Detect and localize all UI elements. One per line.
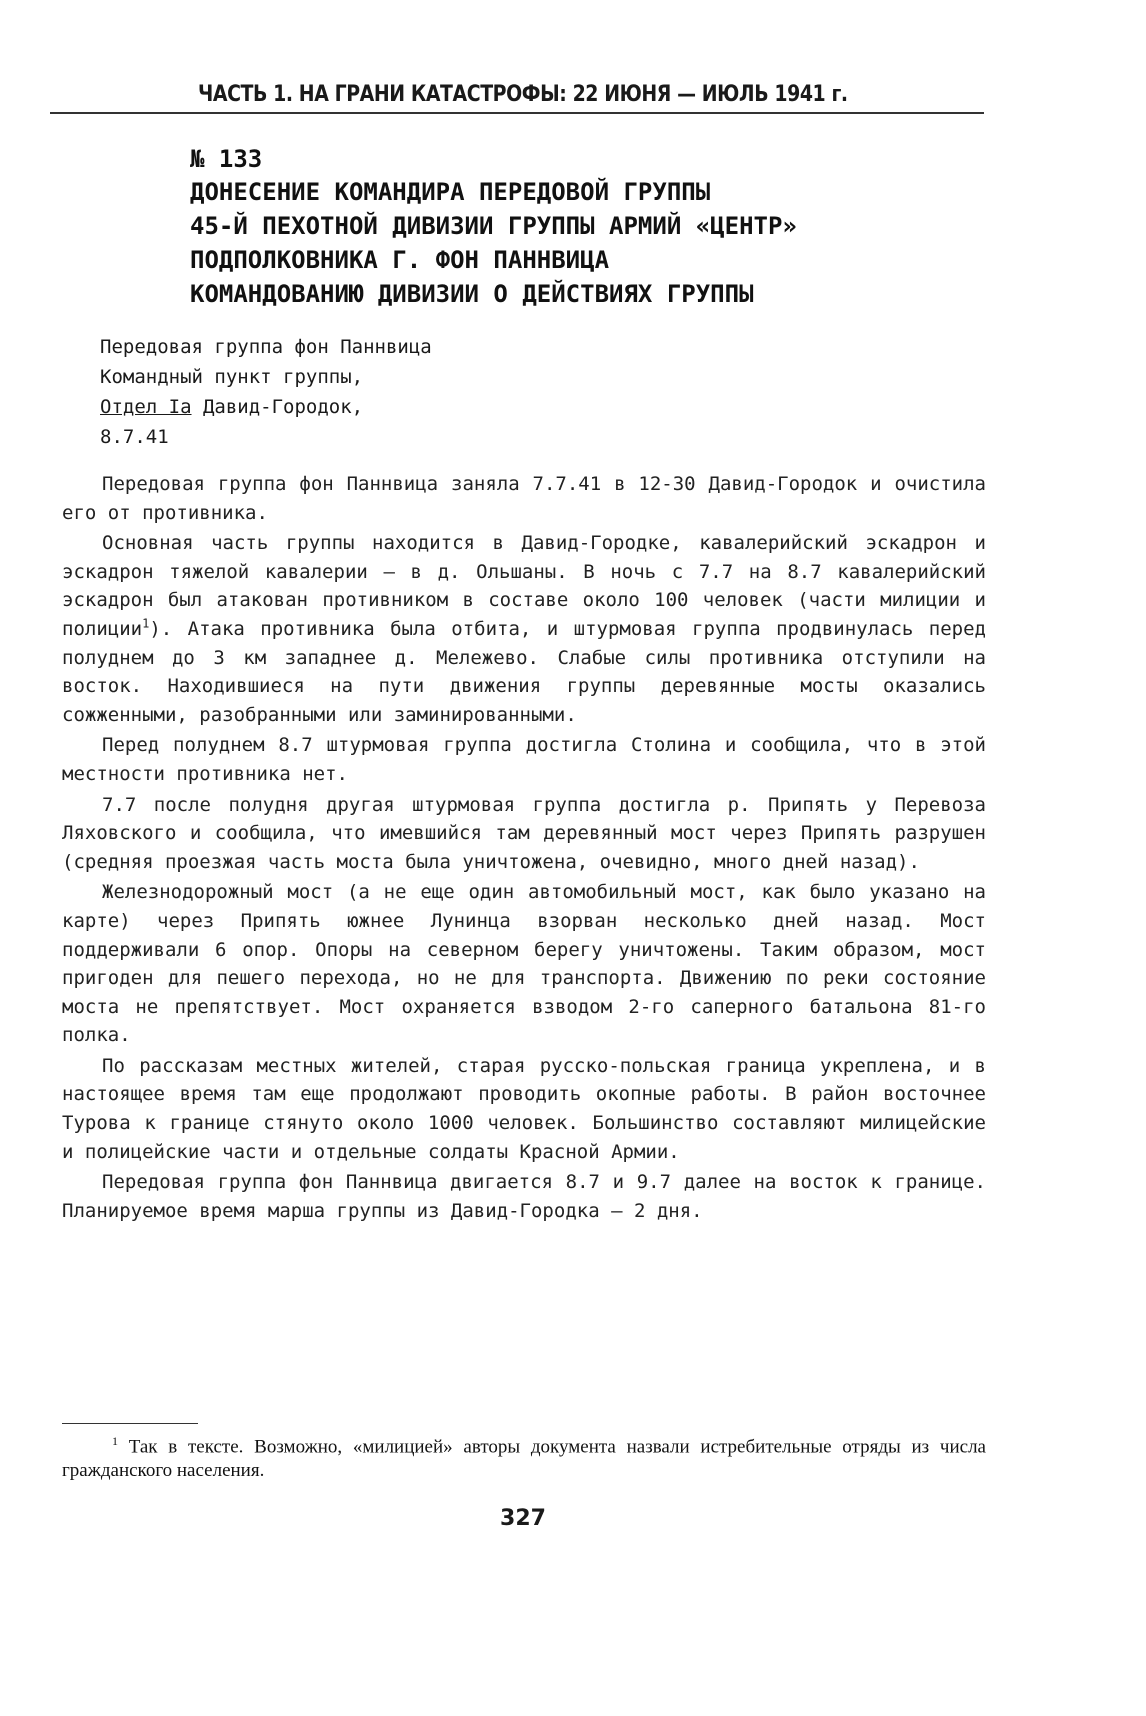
footnote bbox=[62, 1429, 986, 1483]
footnote-number: 1 bbox=[112, 1434, 118, 1448]
footnote-ref: 1 bbox=[142, 616, 150, 631]
footnote-rule bbox=[62, 1423, 198, 1424]
title-line-4: КОМАНДОВАНИЮ ДИВИЗИИ О ДЕЙСТВИЯХ ГРУППЫ bbox=[190, 280, 754, 308]
paragraph-4: 7.7 после полудня другая штурмовая группа достигла р. Припять у Перевоза Ляховского и сообщила, что имевшийся там деревянный мост через Припять разрушен (средняя проезжая часть моста была уничтожена, очевидно, много дней назад). bbox=[62, 793, 986, 873]
paragraph-2 bbox=[62, 529, 986, 729]
paragraph-2-end: ). Атака противника была отбита, и штурмовая группа продвинулась перед полуднем до 3 км западнее д. Мележево. Слабые силы противника отступили на восток. Находившиеся на пути движения группы деревянные мосты оказались сожженными, разобранными или заминированными. bbox=[62, 617, 986, 726]
place-label: Давид-Городок, bbox=[191, 396, 364, 418]
command-post-line: Командный пункт группы, bbox=[100, 366, 364, 388]
paragraph-2-start: Основная часть группы находится в Давид-Городке, кавалерийский эскадрон и эскадрон тяжелой кавалерии – в д. Ольшаны. В ночь с 7.7 на 8.7 кавалерийский эскадрон был атакован противником в составе около 100 человек (части милиции и полиции bbox=[62, 532, 986, 640]
department-label: Отдел Ia bbox=[100, 396, 192, 418]
document-number: № 133 bbox=[190, 145, 263, 173]
header-rule bbox=[50, 112, 984, 114]
paragraph-1: Передовая группа фон Паннвица заняла 7.7.41 в 12-30 Давид-Городок и очистила его от противника. bbox=[62, 473, 986, 524]
page-number: 327 bbox=[500, 1506, 546, 1531]
running-head: ЧАСТЬ 1. НА ГРАНИ КАТАСТРОФЫ: 22 ИЮНЯ — ИЮЛЬ 1941 г. bbox=[198, 82, 848, 107]
sender-line: Передовая группа фон Паннвица bbox=[100, 336, 432, 358]
title-line-1: ДОНЕСЕНИЕ КОМАНДИРА ПЕРЕДОВОЙ ГРУППЫ bbox=[190, 178, 711, 206]
title-line-3: ПОДПОЛКОВНИКА Г. ФОН ПАННВИЦА bbox=[190, 246, 610, 274]
document-header-block bbox=[100, 332, 432, 452]
document-date: 8.7.41 bbox=[100, 426, 169, 448]
paragraph-6: По рассказам местных жителей, старая русско-польская граница укреплена, и в настоящее время там еще продолжают проводить окопные работы. В район восточнее Турова к границе стянуто около 1000 человек. Большинство составляют милицейские и полицейские части и отдельные солдаты Красной Армии. bbox=[62, 1054, 986, 1163]
department-place-line bbox=[100, 392, 432, 422]
document-body bbox=[62, 470, 986, 1227]
paragraph-7: Передовая группа фон Паннвица двигается 8.7 и 9.7 далее на восток к границе. Планируемое время марша группы из Давид-Городка – 2 дня. bbox=[62, 1171, 986, 1222]
paragraph-5: Железнодорожный мост (а не еще один автомобильный мост, как было указано на карте) через Припять южнее Лунинца взорван несколько дней назад. Мост поддерживали 6 опор. Опоры на северном берегу уничтожены. Таким образом, мост пригоден для пешего перехода, но не для транспорта. Движению по реки состояние моста не препятствует. Мост охраняется взводом 2-го саперного батальона 81-го полка. bbox=[62, 881, 986, 1047]
title-line-2: 45-Й ПЕХОТНОЙ ДИВИЗИИ ГРУППЫ АРМИЙ «ЦЕНТР» bbox=[190, 212, 797, 240]
paragraph-3: Перед полуднем 8.7 штурмовая группа достигла Столина и сообщила, что в этой местности противника нет. bbox=[62, 734, 986, 785]
footnote-text: Так в тексте. Возможно, «милицией» авторы документа назвали истребительные отряды из числа гражданского населения. bbox=[62, 1436, 986, 1482]
